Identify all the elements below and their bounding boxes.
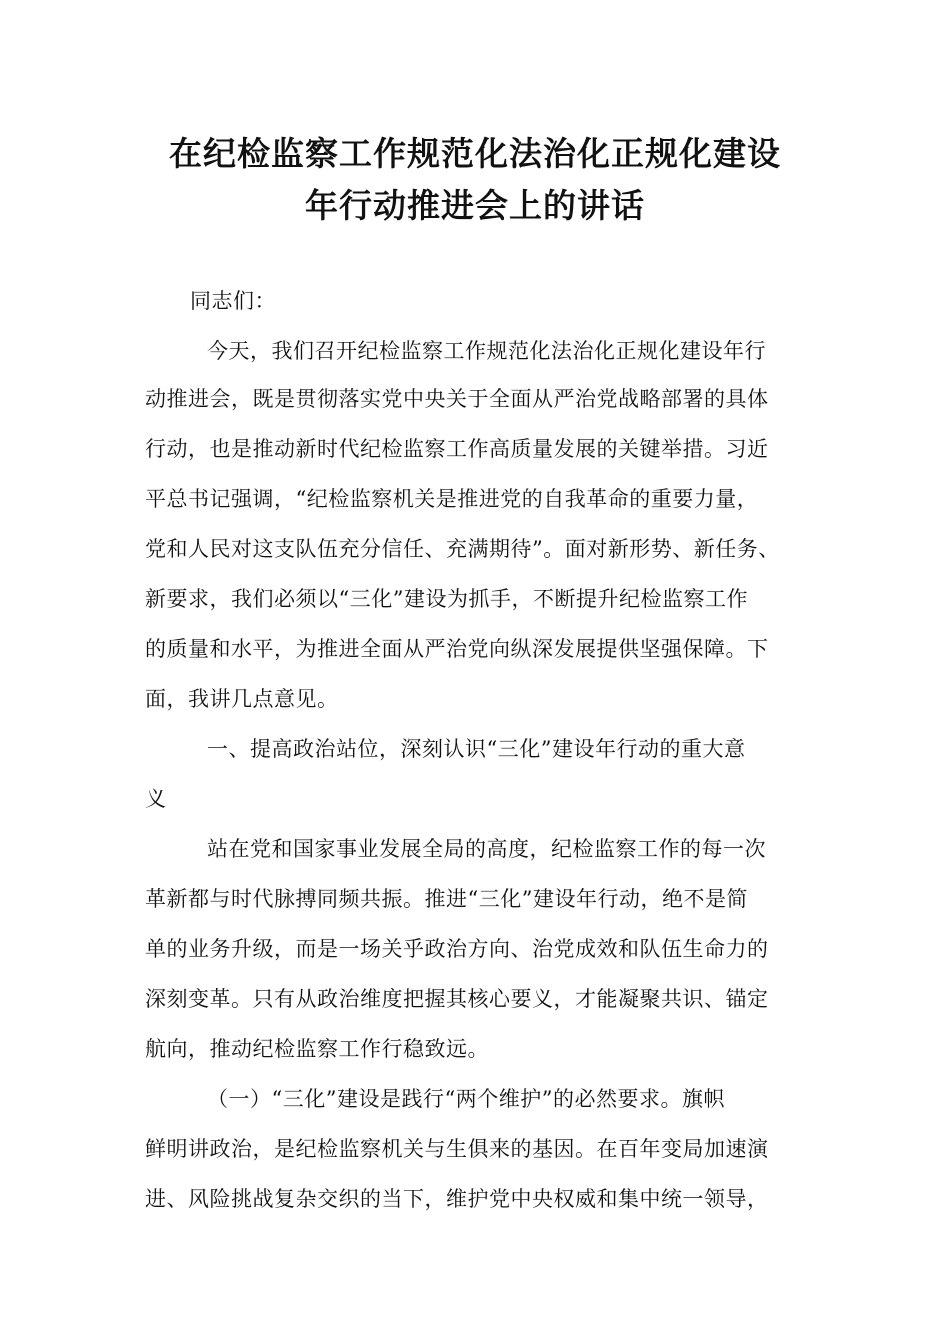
- body-line: 航向，推动纪检监察工作行稳致远。: [145, 1037, 489, 1061]
- body-line: 面，我讲几点意见。: [145, 687, 339, 711]
- body-line: 革新都与时代脉搏同频共振。推进“三化”建设年行动，绝不是简: [145, 887, 748, 911]
- title-line-1: 在纪检监察工作规范化法治化正规化建设: [169, 134, 781, 173]
- body-line: 鲜明讲政治，是纪检监察机关与生俱来的基因。在百年变局加速演: [145, 1137, 769, 1161]
- body-line: 单的业务升级，而是一场关乎政治方向、治党成效和队伍生命力的: [145, 937, 769, 961]
- body-line: 进、风险挑战复杂交织的当下，维护党中央权威和集中统一领导，: [145, 1187, 769, 1211]
- body-line: 的质量和水平，为推进全面从严治党向纵深发展提供坚强保障。下: [145, 637, 769, 661]
- body-line: 今天，我们召开纪检监察工作规范化法治化正规化建设年行: [207, 339, 766, 363]
- body-line: 党和人民对这支队伍充分信任、充满期待”。面对新形势、新任务、: [145, 537, 780, 561]
- body-line: 行动，也是推动新时代纪检监察工作高质量发展的关键举措。习近: [145, 437, 769, 461]
- body-line: 新要求，我们必须以“三化”建设为抓手，不断提升纪检监察工作: [145, 587, 748, 611]
- body-line: 动推进会，既是贯彻落实党中央关于全面从严治党战略部署的具体: [145, 387, 769, 411]
- salutation: 同志们：: [190, 289, 276, 313]
- section-heading-line: 义: [145, 787, 167, 811]
- title-line-2: 年行动推进会上的讲话: [305, 186, 645, 225]
- subsection-line: （一）“三化”建设是践行“两个维护”的必然要求。旗帜: [207, 1087, 725, 1111]
- body-line: 深刻变革。只有从政治维度把握其核心要义，才能凝聚共识、锚定: [145, 987, 769, 1011]
- body-line: 平总书记强调，“纪检监察机关是推进党的自我革命的重要力量，: [145, 487, 759, 511]
- body-line: 站在党和国家事业发展全局的高度，纪检监察工作的每一次: [207, 837, 766, 861]
- section-heading-line: 一、提高政治站位，深刻认识“三化”建设年行动的重大意: [207, 737, 746, 761]
